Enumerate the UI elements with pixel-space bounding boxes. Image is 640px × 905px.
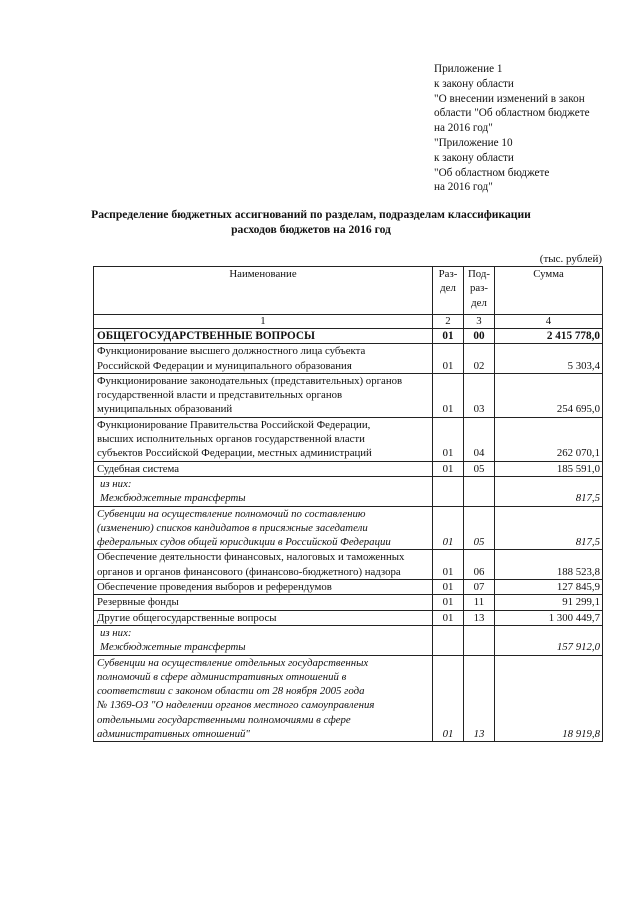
row-subsection: 13 bbox=[464, 655, 495, 742]
table-row bbox=[94, 344, 603, 374]
table-row bbox=[94, 476, 603, 506]
row-name: Функционирование высшего должностного лица субъекта Российской Федерации и муниципального образования bbox=[94, 344, 433, 374]
table-row bbox=[94, 461, 603, 476]
row-sum: 127 845,9 bbox=[495, 580, 603, 595]
row-subsection: 11 bbox=[464, 595, 495, 610]
table-row bbox=[94, 329, 603, 344]
table-row bbox=[94, 580, 603, 595]
table-row bbox=[94, 550, 603, 580]
row-name: Субвенции на осуществление отдельных государственных полномочий в сфере административных отношений в соответствии с законом области от 28 ноября 2005 года № 1369-ОЗ "О наделении органов местного самоуправления отдельными государственными полномочиями в сфере административных отношений" bbox=[94, 655, 433, 742]
appendix-line: к закону области bbox=[434, 151, 514, 164]
row-sum: 185 591,0 bbox=[495, 461, 603, 476]
row-sum: 262 070,1 bbox=[495, 417, 603, 461]
index-cell: 2 bbox=[433, 315, 464, 329]
appendix-line: Приложение 1 bbox=[434, 63, 503, 75]
budget-table bbox=[93, 266, 603, 742]
table-row bbox=[94, 417, 603, 461]
row-name: из них: Межбюджетные трансферты bbox=[94, 625, 433, 655]
table-row bbox=[94, 506, 603, 550]
row-section: 01 bbox=[433, 344, 464, 374]
table-row bbox=[94, 625, 603, 655]
table-row bbox=[94, 373, 603, 417]
appendix-note bbox=[434, 62, 590, 195]
header-sum: Сумма bbox=[495, 267, 603, 315]
units-note: (тыс. рублей) bbox=[539, 253, 602, 265]
row-subsection bbox=[464, 476, 495, 506]
row-section: 01 bbox=[433, 373, 464, 417]
row-subsection: 06 bbox=[464, 550, 495, 580]
row-sum: 91 299,1 bbox=[495, 595, 603, 610]
table-row bbox=[94, 610, 603, 625]
row-subsection: 13 bbox=[464, 610, 495, 625]
row-section: 01 bbox=[433, 506, 464, 550]
row-sum: 5 303,4 bbox=[495, 344, 603, 374]
row-subsection: 04 bbox=[464, 417, 495, 461]
header-section: Раз- дел bbox=[433, 267, 464, 315]
row-sum: 188 523,8 bbox=[495, 550, 603, 580]
header-name: Наименование bbox=[94, 267, 433, 315]
row-name: из них: Межбюджетные трансферты bbox=[94, 476, 433, 506]
row-sum: 254 695,0 bbox=[495, 373, 603, 417]
table-row bbox=[94, 595, 603, 610]
row-name: Резервные фонды bbox=[94, 595, 433, 610]
index-cell: 3 bbox=[464, 315, 495, 329]
row-sum: 817,5 bbox=[495, 506, 603, 550]
row-name: ОБЩЕГОСУДАРСТВЕННЫЕ ВОПРОСЫ bbox=[94, 329, 433, 344]
row-section bbox=[433, 625, 464, 655]
document-title: Распределение бюджетных ассигнований по разделам, подразделам классификации расходов бюджетов на 2016 год bbox=[91, 208, 531, 236]
index-cell: 4 bbox=[495, 315, 603, 329]
appendix-line: области "Об областном бюджете bbox=[434, 107, 590, 120]
row-section: 01 bbox=[433, 595, 464, 610]
row-subsection bbox=[464, 625, 495, 655]
appendix-line: "Об областном бюджете bbox=[434, 166, 550, 179]
row-sum: 817,5 bbox=[495, 476, 603, 506]
row-name: Судебная система bbox=[94, 461, 433, 476]
header-row bbox=[94, 267, 603, 315]
row-subsection: 00 bbox=[464, 329, 495, 344]
appendix-line: "Приложение 10 bbox=[434, 136, 513, 149]
row-section: 01 bbox=[433, 550, 464, 580]
column-index-row bbox=[94, 315, 603, 329]
table-row bbox=[94, 655, 603, 742]
header-subsection: Под- раз- дел bbox=[464, 267, 495, 315]
row-section bbox=[433, 476, 464, 506]
row-subsection: 03 bbox=[464, 373, 495, 417]
row-section: 01 bbox=[433, 580, 464, 595]
row-name: Функционирование законодательных (представительных) органов государственной власти и представительных органов муниципальных образований bbox=[94, 373, 433, 417]
row-name: Субвенции на осуществление полномочий по составлению (изменению) списков кандидатов в присяжные заседатели федеральных судов общей юрисдикции в Российской Федерации bbox=[94, 506, 433, 550]
appendix-line: на 2016 год" bbox=[434, 181, 493, 194]
index-cell: 1 bbox=[94, 315, 433, 329]
row-subsection: 02 bbox=[464, 344, 495, 374]
row-name: Другие общегосударственные вопросы bbox=[94, 610, 433, 625]
row-section: 01 bbox=[433, 329, 464, 344]
row-sum: 157 912,0 bbox=[495, 625, 603, 655]
row-sum: 1 300 449,7 bbox=[495, 610, 603, 625]
row-name: Обеспечение проведения выборов и референдумов bbox=[94, 580, 433, 595]
row-sum: 2 415 778,0 bbox=[495, 329, 603, 344]
row-subsection: 05 bbox=[464, 461, 495, 476]
appendix-line: на 2016 год" bbox=[434, 122, 493, 135]
appendix-line: к закону области bbox=[434, 77, 514, 90]
row-subsection: 07 bbox=[464, 580, 495, 595]
row-section: 01 bbox=[433, 417, 464, 461]
row-sum: 18 919,8 bbox=[495, 655, 603, 742]
row-name: Функционирование Правительства Российской Федерации, высших исполнительных органов государственной власти субъектов Российской Федерации, местных администраций bbox=[94, 417, 433, 461]
row-subsection: 05 bbox=[464, 506, 495, 550]
row-section: 01 bbox=[433, 655, 464, 742]
row-name: Обеспечение деятельности финансовых, налоговых и таможенных органов и органов финансового (финансово-бюджетного) надзора bbox=[94, 550, 433, 580]
appendix-line: "О внесении изменений в закон bbox=[434, 92, 585, 105]
row-section: 01 bbox=[433, 610, 464, 625]
row-section: 01 bbox=[433, 461, 464, 476]
